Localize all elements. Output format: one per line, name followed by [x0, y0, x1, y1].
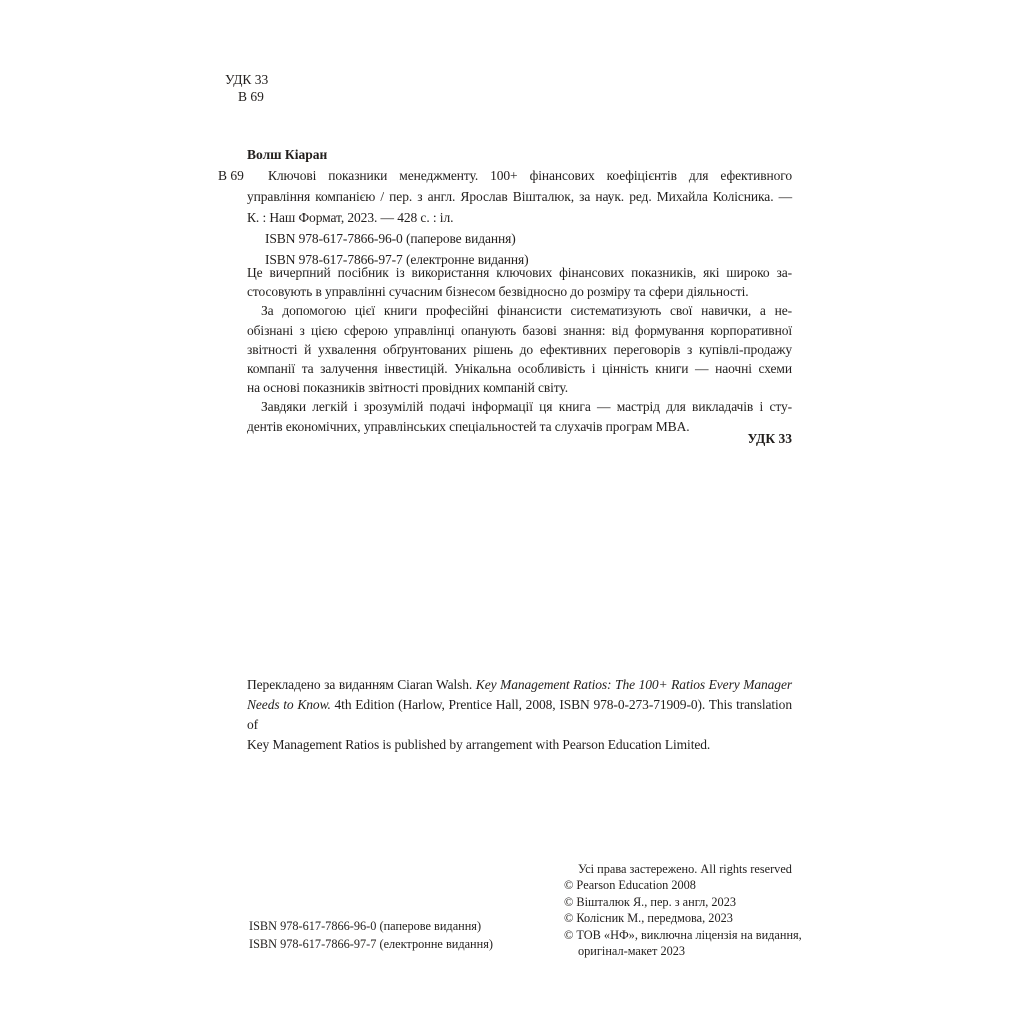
isbn-ebook-line: ISBN 978-617-7866-97-7 (електронне видання) [265, 252, 529, 267]
annotation-text [247, 263, 792, 436]
original-title-italic: Needs to Know. [247, 697, 331, 712]
copyright-block [564, 861, 854, 959]
annotation-line: компанії та залучення інвестицій. Унікальна особливість і цінність книги — наочні схеми [247, 361, 792, 377]
annotation-line: Завдяки легкій і зрозумілій подачі інформації ця книга — мастрід для викладачів і сту- [261, 399, 792, 415]
translation-note-line: Key Management Ratios is published by arrangement with Pearson Education Limited. [247, 737, 711, 752]
translation-note [247, 675, 792, 755]
copyright-line: оригінал-макет 2023 [578, 944, 686, 959]
catalog-entry [218, 165, 792, 270]
classification-codes [225, 71, 268, 105]
annotation-line: За допомогою цієї книги професійні фінансисти систематизують свої навички, а не- [261, 303, 792, 319]
catalog-entry-line: К. : Наш Формат, 2023. — 428 с. : іл. [247, 210, 454, 225]
copyright-line: © Pearson Education 2008 [564, 878, 696, 893]
catalog-entry-code: В 69 [218, 168, 244, 183]
catalog-entry-line: Ключові показники менеджменту. 100+ фінансових коефіцієнтів для ефективного [268, 168, 792, 183]
original-title-italic: Key Management Ratios: The 100+ Ratios Every Manager [475, 677, 792, 692]
translation-note-line [247, 695, 792, 735]
copyright-line: © Вішталюк Я., пер. з англ, 2023 [564, 894, 736, 909]
isbn-block [249, 918, 493, 953]
annotation-line: дентів економічних, управлінських спеціальностей та слухачів програм MBA. [247, 418, 690, 434]
isbn-ebook-line: ISBN 978-617-7866-97-7 (електронне видання) [249, 936, 493, 951]
annotation-line: Це вичерпний посібник із використання ключових фінансових показників, які широко за- [247, 265, 792, 280]
isbn-print-line: ISBN 978-617-7866-96-0 (паперове видання) [265, 231, 516, 246]
translation-note-text: Перекладено за виданням Ciaran Walsh. [247, 677, 476, 692]
udk-footer-code: УДК 33 [747, 431, 792, 446]
annotation-line: стосовують в управлінні сучасним бізнесом безвідносно до розміру та сфери діяльності. [247, 284, 749, 300]
author-name: Волш Кіаран [247, 147, 328, 162]
copyright-line: © Колісник М., передмова, 2023 [564, 911, 733, 926]
copyright-line: © ТОВ «НФ», виключна ліцензія на видання, [564, 927, 802, 942]
rights-reserved-line: Усі права застережено. All rights reserved [578, 862, 792, 876]
annotation-line: обізнані з цією сферою управлінці опанують базові знання: від формування корпоративної [247, 322, 792, 338]
catalog-entry-line: управління компанією / пер. з англ. Ярослав Вішталюк, за наук. ред. Михайла Колісника. — [247, 189, 792, 204]
isbn-print-line: ISBN 978-617-7866-96-0 (паперове видання) [249, 919, 482, 933]
annotation-line: звітності й ухвалення обґрунтованих рішень до ефективних переговорів з купівлі-продажу [247, 341, 792, 357]
udk-code: УДК 33 [225, 72, 269, 87]
bbk-code: В 69 [238, 89, 264, 104]
annotation-line: на основі показників звітності провідних компаній світу. [247, 380, 568, 396]
translation-note-line [247, 675, 792, 695]
translation-note-text: 4th Edition (Harlow, Prentice Hall, 2008, ISBN 978-0-273-71909-0). This translation of [247, 697, 792, 732]
